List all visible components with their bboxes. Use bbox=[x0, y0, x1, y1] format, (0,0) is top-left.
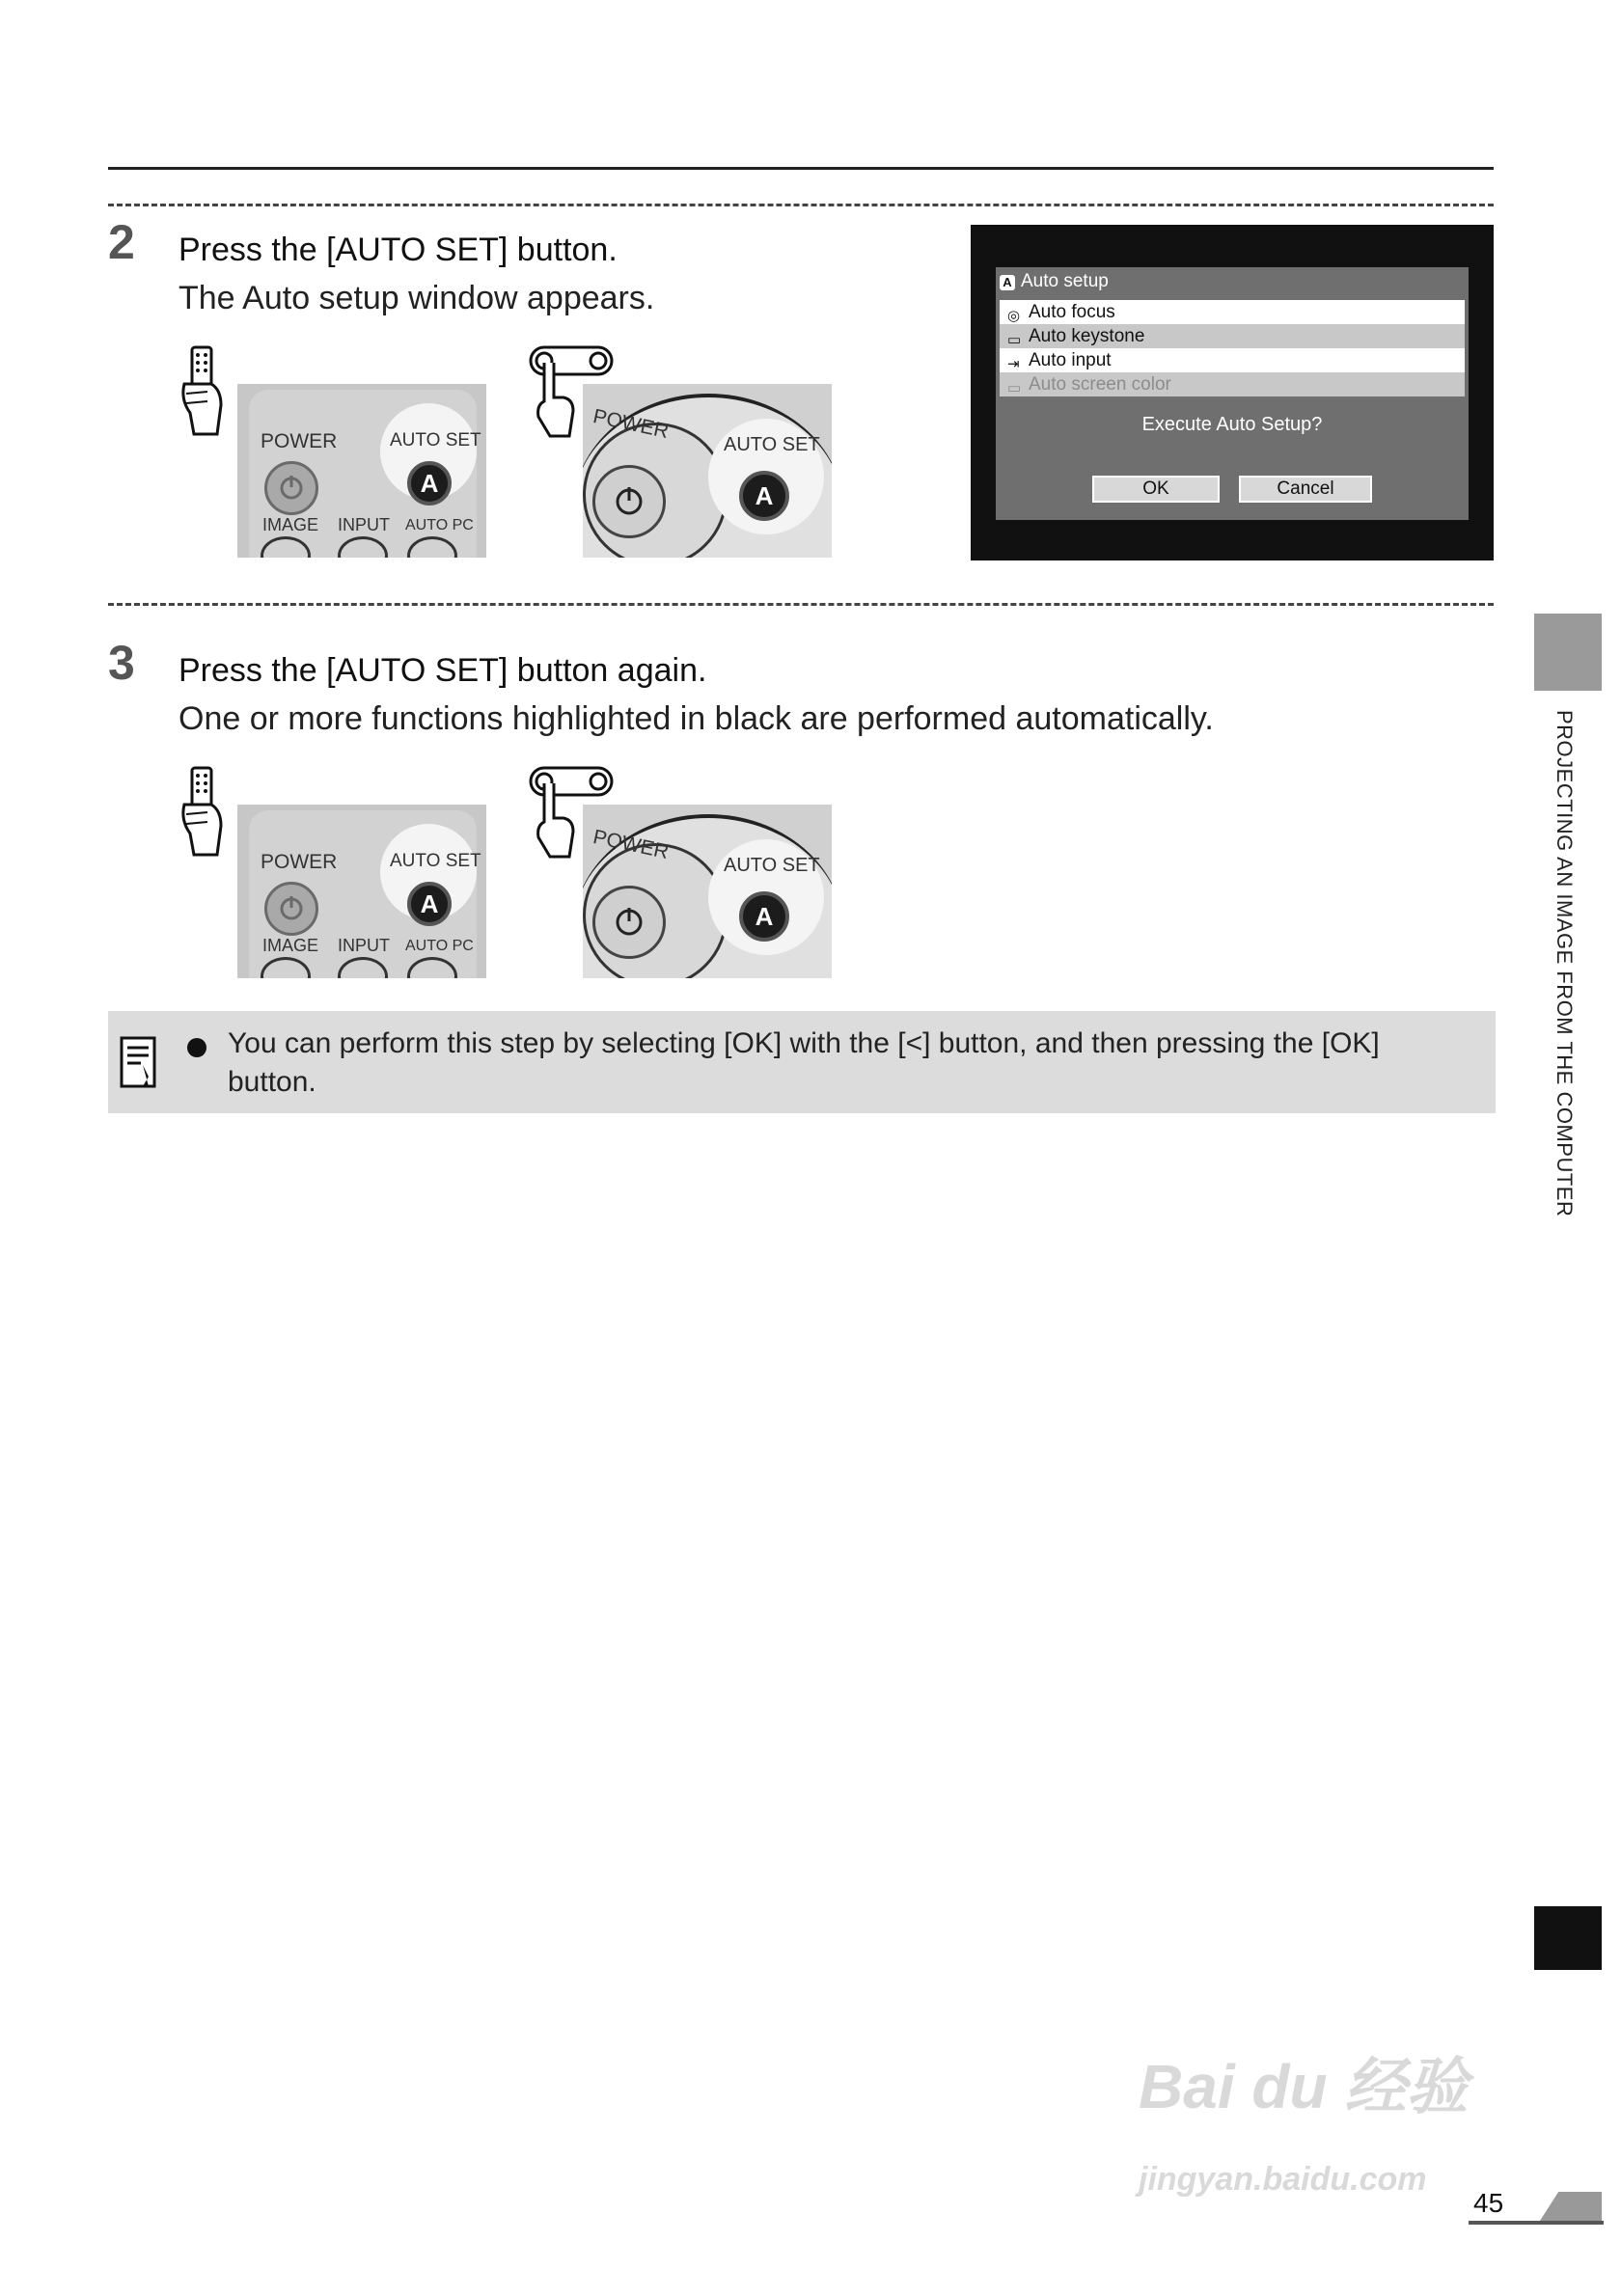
input-label: INPUT bbox=[338, 936, 390, 955]
power-button[interactable] bbox=[264, 882, 318, 936]
note-text: You can perform this step by selecting [OK] with the [<] button, and then pressing the [OK] button. bbox=[228, 1027, 1380, 1098]
auto-set-a-icon: A bbox=[755, 481, 774, 510]
step-heading: Press the [AUTO SET] button. bbox=[179, 232, 618, 268]
remote-control-panel bbox=[237, 805, 486, 978]
power-label: POWER bbox=[591, 826, 671, 864]
autopc-label: AUTO PC bbox=[405, 938, 474, 954]
power-icon bbox=[267, 885, 316, 933]
autoset-label: AUTO SET bbox=[724, 855, 820, 876]
keystone-icon: ▭ bbox=[1007, 332, 1022, 348]
dialog-title: A Auto setup bbox=[1000, 271, 1109, 292]
step-description: The Auto setup window appears. bbox=[179, 280, 655, 316]
power-button[interactable] bbox=[592, 886, 666, 959]
step-number: 2 bbox=[108, 215, 135, 269]
bullet bbox=[187, 1038, 206, 1057]
auto-set-button[interactable] bbox=[739, 891, 789, 942]
screen-color-icon: ▭ bbox=[1007, 380, 1022, 396]
page-corner-shape bbox=[1540, 2192, 1602, 2221]
cancel-button[interactable]: Cancel bbox=[1239, 476, 1372, 503]
image-label: IMAGE bbox=[262, 515, 319, 534]
step-number: 3 bbox=[108, 636, 135, 690]
auto-set-button[interactable] bbox=[407, 461, 452, 506]
section-divider bbox=[108, 603, 1494, 606]
power-label: POWER bbox=[261, 430, 338, 452]
power-icon bbox=[267, 464, 316, 512]
power-button[interactable] bbox=[264, 461, 318, 515]
auto-set-button[interactable] bbox=[407, 882, 452, 926]
autopc-label: AUTO PC bbox=[405, 517, 474, 533]
input-icon: ⇥ bbox=[1007, 356, 1020, 372]
focus-icon: ◎ bbox=[1007, 308, 1021, 324]
watermark-url: jingyan.baidu.com bbox=[1139, 2161, 1427, 2198]
step-description: One or more functions highlighted in black are performed automatically. bbox=[179, 700, 1214, 737]
auto-set-a-icon: A bbox=[420, 889, 439, 918]
dialog-item-auto-input[interactable]: ⇥ Auto input bbox=[1000, 348, 1465, 372]
remote-hand-icon bbox=[179, 766, 227, 859]
power-icon bbox=[595, 888, 663, 956]
ok-button[interactable]: OK bbox=[1092, 476, 1220, 503]
top-rule bbox=[108, 167, 1494, 170]
autoset-label: AUTO SET bbox=[724, 434, 820, 455]
autoset-label: AUTO SET bbox=[390, 851, 481, 871]
auto-set-a-icon: A bbox=[420, 469, 439, 498]
remote-hand-icon bbox=[179, 345, 227, 438]
image-label: IMAGE bbox=[262, 936, 319, 955]
auto-set-a-icon: A bbox=[755, 902, 774, 931]
remote-control-panel bbox=[237, 384, 486, 558]
auto-set-a-icon: A bbox=[1000, 275, 1015, 290]
power-label: POWER bbox=[261, 851, 338, 873]
power-label: POWER bbox=[591, 405, 671, 444]
watermark-logo: Bai du 经验 bbox=[1139, 2052, 1469, 2121]
dialog-prompt: Execute Auto Setup? bbox=[1141, 414, 1323, 435]
input-label: INPUT bbox=[338, 515, 390, 534]
power-icon bbox=[595, 468, 663, 535]
dialog-item-auto-focus[interactable]: ◎ Auto focus bbox=[1000, 300, 1465, 324]
dialog-item-auto-screen-color: ▭ Auto screen color bbox=[1000, 372, 1465, 396]
page-number: 45 bbox=[1473, 2188, 1504, 2218]
auto-set-button[interactable] bbox=[739, 471, 789, 521]
projector-control-panel bbox=[583, 805, 832, 978]
page-footer-rule bbox=[1469, 2221, 1604, 2225]
auto-setup-dialog bbox=[996, 267, 1469, 520]
power-button[interactable] bbox=[592, 465, 666, 538]
section-divider bbox=[108, 204, 1494, 206]
step-heading: Press the [AUTO SET] button again. bbox=[179, 652, 707, 689]
note-icon bbox=[120, 1036, 158, 1090]
side-tab-label: PROJECTING AN IMAGE FROM THE COMPUTER bbox=[1552, 710, 1577, 1217]
dialog-item-auto-keystone[interactable]: ▭ Auto keystone bbox=[1000, 324, 1465, 348]
projector-control-panel bbox=[583, 384, 832, 558]
auto-setup-screen bbox=[971, 225, 1494, 560]
note-box bbox=[108, 1011, 1496, 1113]
side-tab-marker bbox=[1534, 614, 1602, 691]
side-tab-block bbox=[1534, 1906, 1602, 1970]
autoset-label: AUTO SET bbox=[390, 430, 481, 451]
